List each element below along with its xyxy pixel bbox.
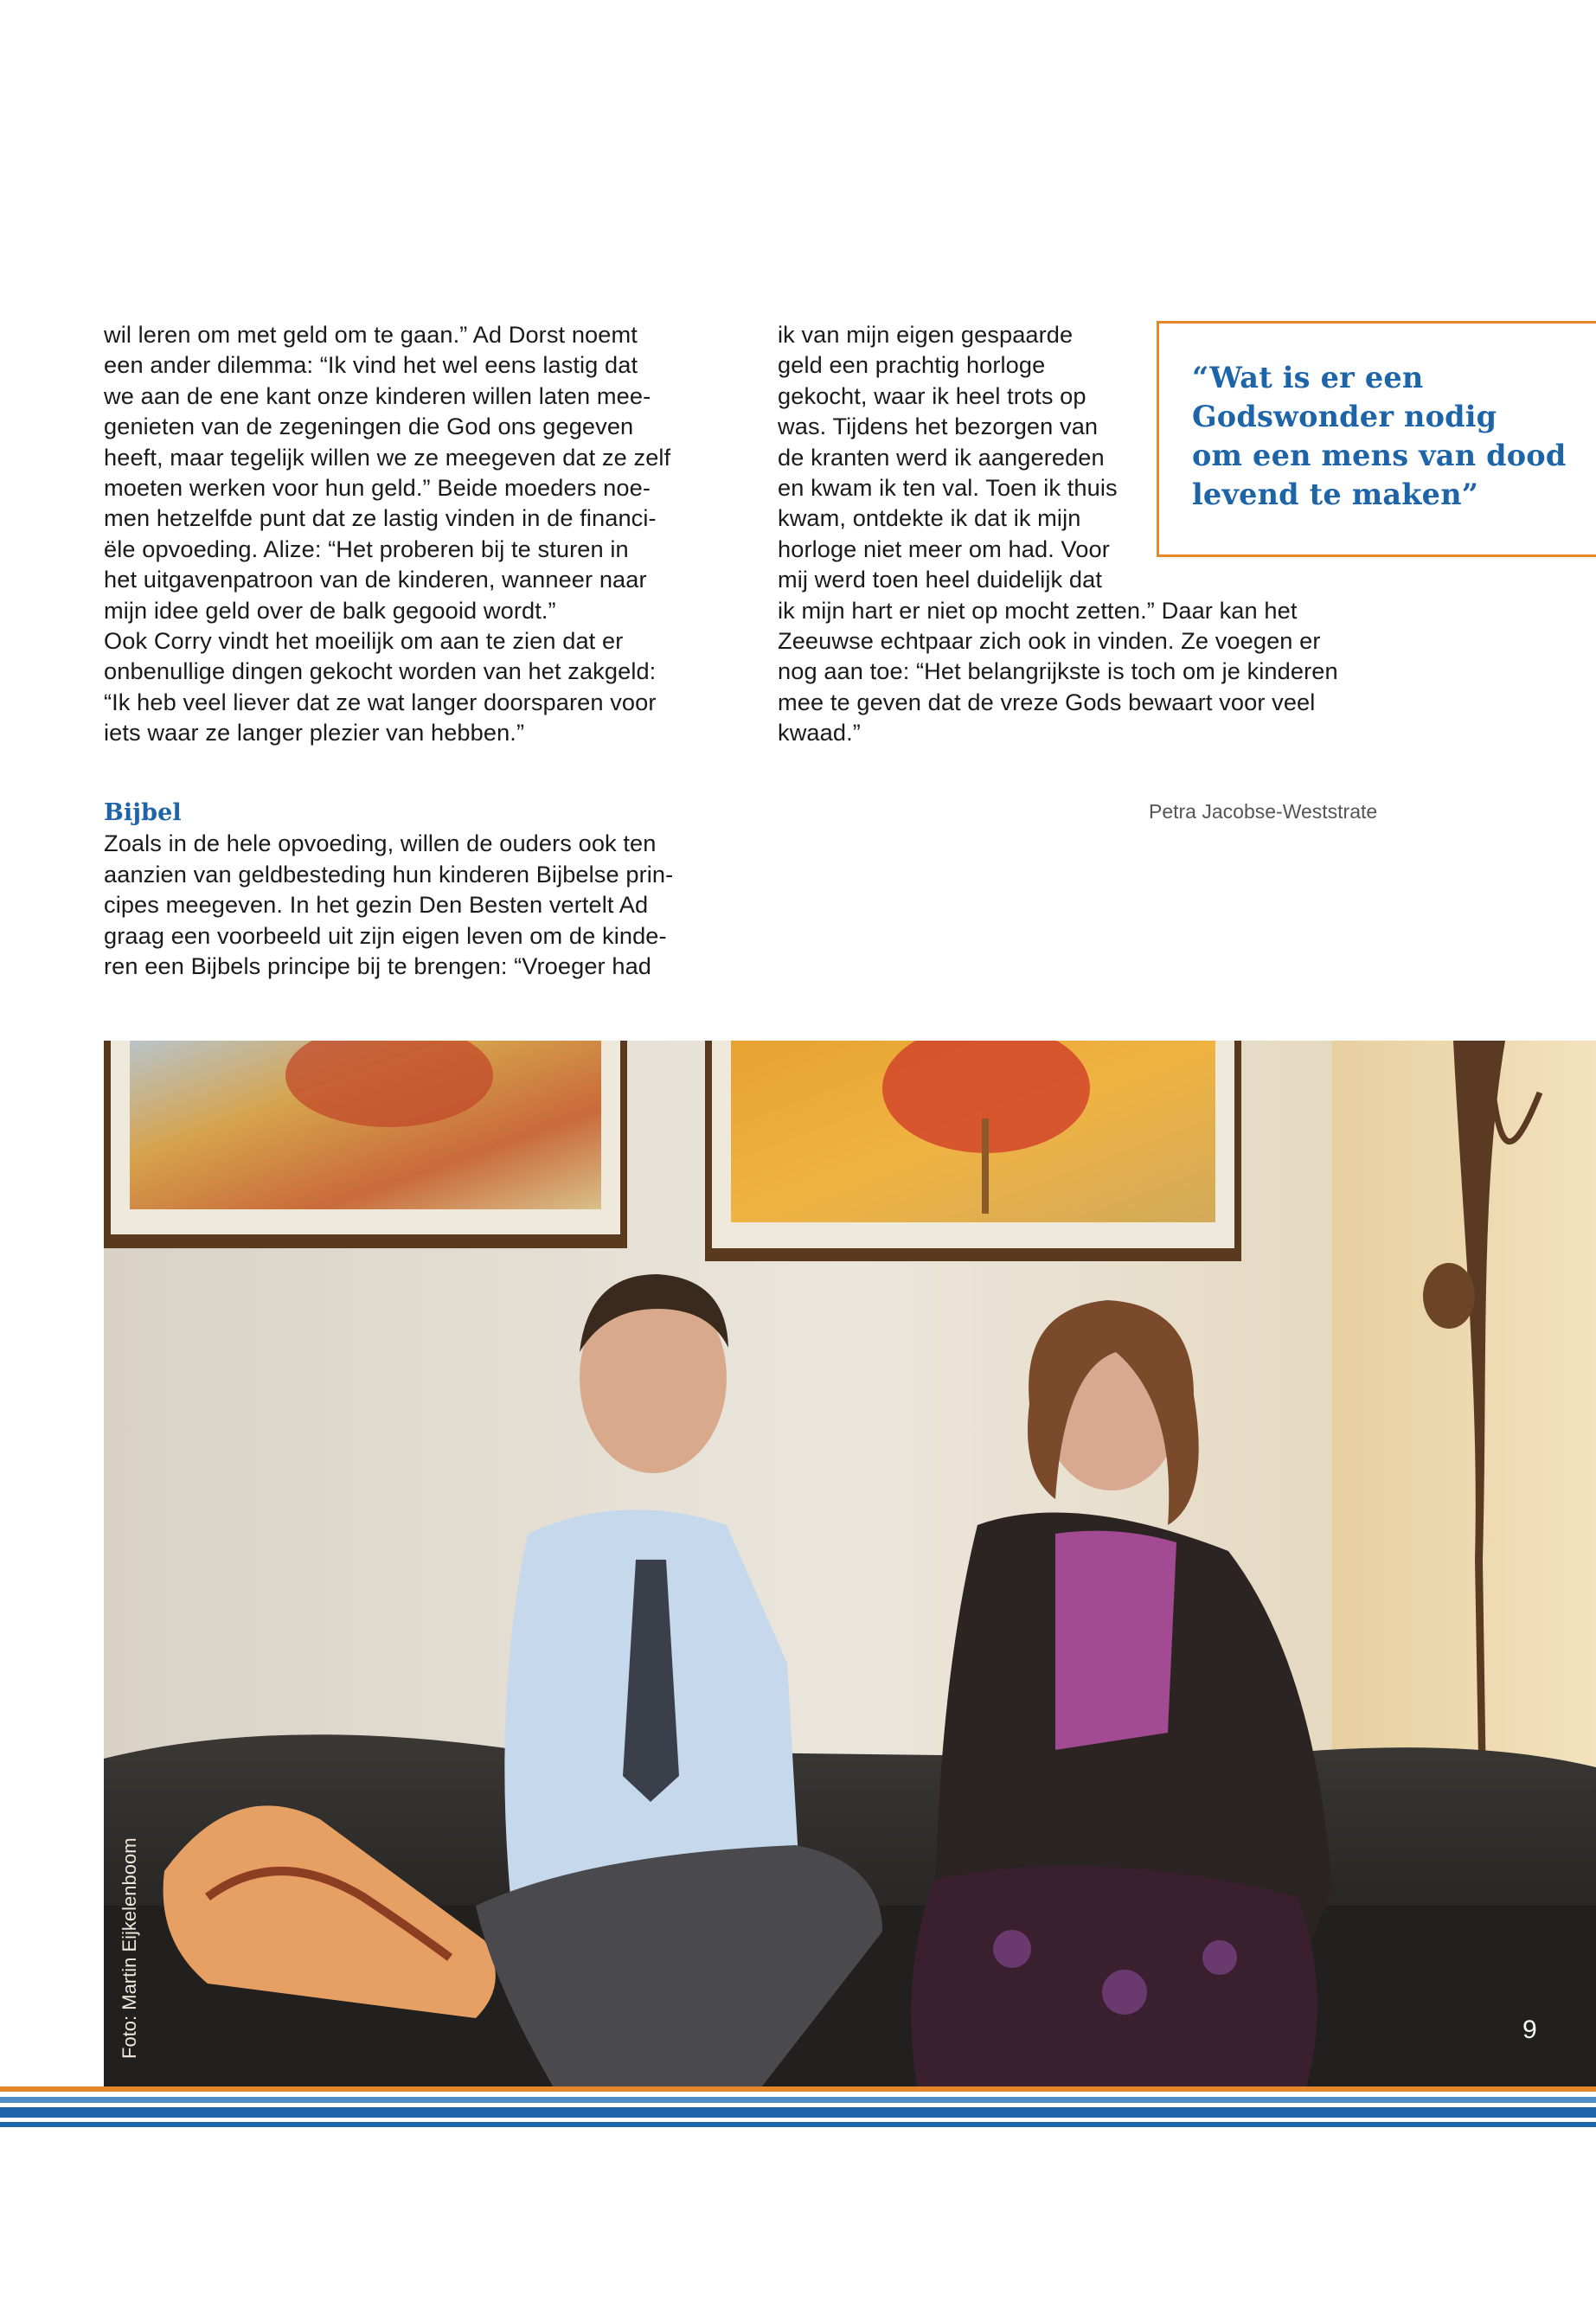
text-line: en kwam ik ten val. Toen ik thuis bbox=[778, 474, 1118, 502]
text-line: Ook Corry vindt het moeilijk om aan te zien dat er bbox=[104, 627, 624, 655]
text-line: gekocht, waar ik heel trots op bbox=[778, 381, 1086, 409]
pull-quote-line: Godswonder nodig bbox=[1192, 400, 1497, 433]
text-line: ik van mijn eigen gespaarde bbox=[778, 321, 1074, 348]
text-line: kwam, ontdekte ik dat ik mijn bbox=[778, 504, 1081, 532]
text-line: men hetzelfde punt dat ze lastig vinden in de financi- bbox=[104, 504, 657, 532]
text-line: ren een Bijbels principe bij te brengen: “Vroeger had bbox=[104, 952, 652, 980]
woman-top bbox=[1055, 1531, 1176, 1750]
text-line: Zoals in de hele opvoeding, willen de ouders ook ten bbox=[104, 830, 657, 857]
pull-quote-text bbox=[1192, 358, 1596, 514]
text-line: “Ik heb veel liever dat ze wat langer doorsparen voor bbox=[104, 688, 657, 715]
text-line: wil leren om met geld om te gaan.” Ad Dorst noemt bbox=[104, 321, 638, 348]
text-line: kwaad.” bbox=[778, 719, 861, 747]
text-line: mijn idee geld over de balk gegooid wordt.” bbox=[104, 596, 556, 624]
text-line: geld een prachtig horloge bbox=[778, 351, 1046, 379]
page-number: 9 bbox=[1522, 2016, 1537, 2044]
text-line: nog aan toe: “Het belangrijkste is toch om je kinderen bbox=[778, 657, 1338, 685]
text-line: aanzien van geldbesteding hun kinderen Bijbelse prin- bbox=[104, 860, 674, 888]
text-line: mij werd toen heel duidelijk dat bbox=[778, 566, 1102, 593]
text-line: we aan de ene kant onze kinderen willen laten mee- bbox=[104, 381, 651, 409]
divider-blue bbox=[0, 2107, 1596, 2118]
text-line: iets waar ze langer plezier van hebben.” bbox=[104, 719, 525, 747]
pull-quote-line: “Wat is er een bbox=[1192, 361, 1424, 394]
text-line: Zeeuwse echtpaar zich ook in vinden. Ze voegen er bbox=[778, 627, 1321, 655]
text-line: heeft, maar tegelijk willen we ze meegeven dat ze zelf bbox=[104, 443, 671, 471]
photo-credit bbox=[104, 2007, 156, 2076]
article-column-left bbox=[104, 319, 701, 748]
divider-light-blue bbox=[0, 2097, 1596, 2103]
article-paragraph-2 bbox=[104, 828, 701, 981]
text-line: onbenullige dingen gekocht worden van het zakgeld: bbox=[104, 657, 657, 685]
text-line: een ander dilemma: “Ik vind het wel eens lastig dat bbox=[104, 351, 638, 379]
text-line: moeten werken voor hun geld.” Beide moeders noe- bbox=[104, 474, 651, 502]
text-line: genieten van de zegeningen die God ons gegeven bbox=[104, 413, 634, 440]
section-heading: Bijbel bbox=[104, 799, 182, 826]
text-line: ik mijn hart er niet op mocht zetten.” Daar kan het bbox=[778, 596, 1298, 624]
pull-quote-line: om een mens van dood bbox=[1192, 439, 1567, 472]
text-line: graag een voorbeeld uit zijn eigen leven om de kinde- bbox=[104, 921, 667, 949]
text-line: horloge niet meer om had. Voor bbox=[778, 535, 1110, 562]
text-line: was. Tijdens het bezorgen van bbox=[778, 413, 1099, 440]
text-line: de kranten werd ik aangereden bbox=[778, 443, 1105, 471]
pull-quote-line: levend te maken” bbox=[1192, 478, 1479, 511]
author-byline: Petra Jacobse-Weststrate bbox=[1149, 800, 1378, 823]
text-line: het uitgavenpatroon van de kinderen, wanneer naar bbox=[104, 566, 647, 593]
pull-quote-box bbox=[1157, 321, 1596, 557]
text-line: cipes meegeven. In het gezin Den Besten vertelt Ad bbox=[104, 891, 649, 919]
article-section-bijbel bbox=[104, 798, 701, 981]
text-line: ële opvoeding. Alize: “Het proberen bij te sturen in bbox=[104, 535, 629, 562]
divider-blue-thin bbox=[0, 2122, 1596, 2127]
couple-on-sofa-photo bbox=[104, 1041, 1596, 2087]
divider-orange bbox=[0, 2086, 1596, 2092]
article-paragraph-1 bbox=[104, 319, 701, 748]
text-line: mee te geven dat de vreze Gods bewaart voor veel bbox=[778, 688, 1316, 715]
